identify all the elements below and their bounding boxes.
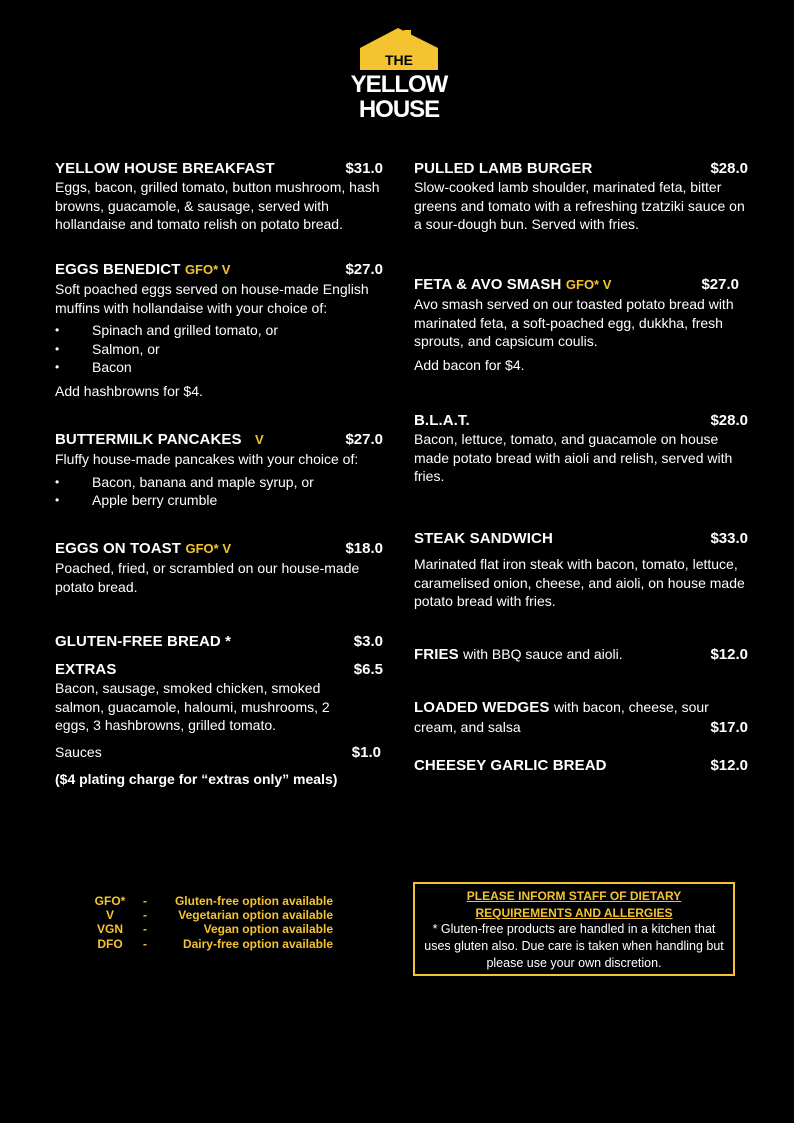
dietary-tags: V — [254, 432, 264, 447]
legend-text: Dairy-free option available — [182, 936, 333, 951]
menu-item-cheesey-garlic-bread — [414, 757, 748, 774]
menu-item-sauces — [55, 744, 381, 761]
item-name: EGGS BENEDICT — [55, 261, 181, 278]
notice-title: PLEASE INFORM STAFF OF DIETARY REQUIREMENTS AND ALLERGIES — [466, 889, 682, 920]
item-name: Sauces — [55, 744, 102, 760]
item-price: $33.0 — [710, 530, 748, 547]
options-list — [55, 473, 383, 510]
menu-item-buttermilk-pancakes — [55, 431, 383, 510]
legend-row — [90, 908, 333, 922]
item-description: Soft poached eggs served on house-made English muffins with hollandaise with your choice of: — [55, 281, 369, 316]
item-name: CHEESEY GARLIC BREAD — [414, 757, 607, 774]
item-note: Add hashbrowns for $4. — [55, 382, 203, 399]
item-price: $12.0 — [710, 757, 748, 774]
item-price: $12.0 — [710, 646, 748, 663]
legend-row — [90, 894, 333, 908]
plating-charge-note: ($4 plating charge for “extras only” meals) — [55, 771, 338, 787]
legend-row — [90, 937, 333, 951]
item-description-continued: cream, and salsa — [414, 719, 521, 735]
item-description: with bacon, cheese, sour — [553, 699, 709, 715]
item-description: Bacon, sausage, smoked chicken, smoked salmon, guacamole, haloumi, mushrooms, 2 eggs, 3 hashbrowns, grilled tomato. — [55, 680, 330, 733]
allergy-notice — [413, 882, 735, 976]
dietary-tags: GFO* V — [184, 262, 231, 277]
menu-item-steak-sandwich — [414, 530, 748, 611]
item-name: FRIES — [414, 646, 459, 663]
legend-code: V — [105, 908, 114, 923]
dietary-legend — [90, 894, 333, 951]
dietary-tags: GFO* V — [565, 277, 612, 292]
item-description: Poached, fried, or scrambled on our house-made potato bread. — [55, 560, 360, 595]
item-name: EXTRAS — [55, 661, 117, 678]
item-price: $27.0 — [345, 261, 383, 278]
item-name: YELLOW HOUSE BREAKFAST — [55, 160, 275, 177]
menu-item-yellow-house-breakfast — [55, 160, 383, 234]
menu-item-blat — [414, 412, 748, 486]
item-price: $18.0 — [345, 540, 383, 557]
menu-item-eggs-on-toast — [55, 540, 383, 596]
option-item: • Apple berry crumble — [55, 491, 383, 510]
legend-code: VGN — [96, 922, 123, 937]
menu-item-gluten-free-bread — [55, 633, 383, 650]
options-list — [55, 321, 383, 377]
item-price: $3.0 — [353, 633, 383, 650]
item-name: LOADED WEDGES — [414, 699, 550, 716]
item-description: Marinated flat iron steak with bacon, tomato, lettuce, caramelised onion, cheese, and aioli, on house made potato bread with fries. — [414, 556, 745, 609]
menu-item-pulled-lamb-burger — [414, 160, 748, 234]
item-description: with BBQ sauce and aioli. — [463, 646, 623, 662]
item-name: PULLED LAMB BURGER — [414, 160, 593, 177]
item-name: B.L.A.T. — [414, 412, 470, 429]
menu-item-loaded-wedges — [414, 699, 748, 736]
item-price: $27.0 — [345, 431, 383, 448]
logo-the: THE — [385, 52, 413, 68]
legend-text: Gluten-free option available — [174, 894, 333, 908]
dietary-tags: GFO* V — [185, 541, 232, 556]
item-name: STEAK SANDWICH — [414, 530, 553, 547]
legend-dash: - — [143, 922, 147, 937]
logo-house: HOUSE — [358, 96, 440, 122]
legend-row — [90, 922, 333, 936]
legend-code: DFO — [97, 936, 123, 951]
item-description: Fluffy house-made pancakes with your choice of: — [55, 451, 359, 467]
menu-item-fries — [414, 646, 748, 664]
option-item: • Spinach and grilled tomato, or — [55, 321, 383, 340]
legend-dash: - — [143, 894, 147, 908]
legend-text: Vegan option available — [203, 922, 333, 937]
item-price: $28.0 — [710, 160, 748, 177]
item-price: $28.0 — [710, 412, 748, 429]
house-icon — [338, 26, 460, 122]
legend-code: GFO* — [94, 894, 126, 908]
item-price: $1.0 — [351, 744, 381, 761]
option-item: • Salmon, or — [55, 340, 383, 359]
item-description: Eggs, bacon, grilled tomato, button mushroom, hash browns, guacamole, & sausage, served with hollandaise and tomato relish on potato bread. — [55, 179, 380, 232]
item-name: GLUTEN-FREE BREAD * — [55, 633, 232, 650]
item-price: $6.5 — [353, 661, 383, 678]
logo-yellow: YELLOW — [350, 71, 448, 98]
yellow-house-logo — [338, 26, 460, 122]
menu-item-eggs-benedict — [55, 261, 383, 399]
item-name: BUTTERMILK PANCAKES — [55, 431, 242, 448]
item-name: EGGS ON TOAST — [55, 540, 182, 557]
menu-item-feta-avo-smash — [414, 276, 748, 373]
item-description: Bacon, lettuce, tomato, and guacamole on house made potato bread with aioli and relish, served with fries. — [414, 431, 733, 484]
item-price: $27.0 — [701, 276, 739, 293]
legend-dash: - — [143, 936, 147, 951]
legend-text: Vegetarian option available — [178, 908, 333, 923]
item-price: $31.0 — [345, 160, 383, 177]
menu-item-extras — [55, 661, 383, 735]
item-price: $17.0 — [710, 719, 748, 736]
item-name: FETA & AVO SMASH — [414, 276, 562, 293]
option-item: • Bacon, banana and maple syrup, or — [55, 473, 383, 492]
notice-body: * Gluten-free products are handled in a kitchen that uses gluten also. Due care is taken when handling but please use your own discretion. — [424, 922, 724, 970]
item-note: Add bacon for $4. — [414, 356, 525, 373]
item-description: Slow-cooked lamb shoulder, marinated feta, bitter greens and tomato with a refreshing tzatziki sauce on a sour-dough bun. Served with fries. — [414, 179, 745, 232]
option-item: • Bacon — [55, 358, 383, 377]
item-description: Avo smash served on our toasted potato bread with marinated feta, a soft-poached egg, dukkha, fresh sprouts, and capsicum coulis. — [414, 296, 734, 349]
legend-dash: - — [143, 908, 147, 923]
